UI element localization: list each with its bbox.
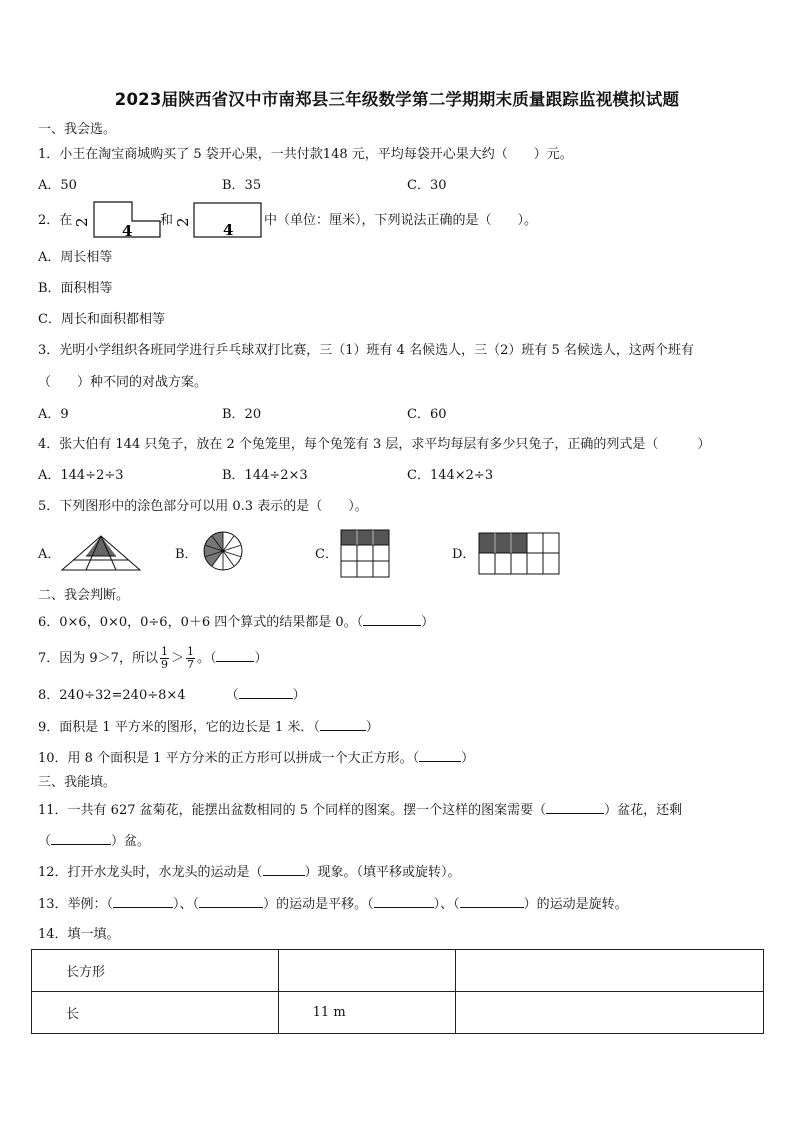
- question-12: [38, 862, 461, 882]
- q2-figure-2-side: 2: [174, 217, 192, 227]
- question-11-line-2: [38, 831, 150, 851]
- question-8: [38, 685, 306, 705]
- page-title: 2023届陕西省汉中市南郑县三年级数学第二学期期末质量跟踪监视模拟试题: [114, 90, 680, 109]
- section-heading-choice: 一、我会选。: [38, 122, 117, 137]
- q14-table: [31, 949, 764, 1034]
- q2-option-b: B．面积相等: [38, 281, 113, 296]
- q2-figure-2-bottom: 4: [223, 221, 234, 239]
- section-heading-judge: 二、我会判断。: [38, 588, 130, 603]
- section-heading-fill: 三、我能填。: [38, 775, 117, 790]
- q12-text-b: ）现象。（填平移或旋转）。: [304, 865, 461, 880]
- q1-option-a: A．50: [38, 178, 77, 193]
- q11-answer-blank-1[interactable]: [546, 800, 604, 814]
- q5-figure-a-triangle: [60, 534, 142, 572]
- question-14: 14．填一填。: [38, 927, 120, 942]
- q2-figure-1-bottom: 4: [122, 222, 133, 240]
- q11-text-d: ）盆。: [111, 834, 151, 849]
- table-cell[interactable]: [456, 992, 764, 1034]
- question-2-mid: 和: [160, 213, 174, 228]
- table-cell[interactable]: [456, 950, 764, 992]
- q9-text: 9．面积是 1 平方米的图形，它的边长是 1 米．（: [38, 720, 320, 735]
- q5-label-a: A．: [38, 547, 61, 562]
- q7-lead: 7．因为 9＞7，所以: [38, 651, 158, 666]
- question-9: [38, 717, 379, 737]
- q8-text: 8．240÷32=240÷8×4: [38, 688, 186, 703]
- q5-label-c: C．: [315, 547, 338, 562]
- table-cell: 长方形: [32, 950, 279, 992]
- q6-text: 6．0×6，0×0，0÷6，0＋6 四个算式的结果都是 0。（: [38, 615, 364, 630]
- question-3-line-2: （ ）种不同的对战方案。: [38, 375, 208, 390]
- table-cell[interactable]: [278, 950, 456, 992]
- q7-compare: ＞: [170, 651, 184, 666]
- q8-answer-blank[interactable]: [239, 685, 293, 699]
- q13-answer-blank-2[interactable]: [199, 894, 263, 908]
- table-cell: 长: [32, 992, 279, 1034]
- q12-text-a: 12．打开水龙头时，水龙头的运动是（: [38, 865, 263, 880]
- q3-option-b: B．20: [222, 407, 262, 422]
- question-11-line-1: [38, 800, 682, 820]
- q9-close: ）: [365, 720, 379, 735]
- q13-text-d: ）、（: [433, 897, 460, 912]
- question-2-lead: 2．在: [38, 213, 73, 228]
- question-7: [38, 646, 268, 672]
- q6-close: ）: [421, 615, 435, 630]
- table-row: [32, 992, 764, 1034]
- question-4: 4．张大伯有 144 只兔子，放在 2 个兔笼里，每个兔笼有 3 层，求平均每层有多少只兔子，正确的列式是（ ）: [38, 437, 711, 452]
- q3-option-c: C．60: [407, 407, 447, 422]
- q7-tail: 。（: [196, 651, 217, 666]
- q11-text-a: 11．一共有 627 盆菊花，能摆出盆数相同的 5 个同样的图案。摆一个这样的图案需要（: [38, 803, 547, 818]
- table-row: [32, 950, 764, 992]
- q8-close: ）: [292, 688, 306, 703]
- q7-answer-blank[interactable]: [216, 648, 254, 662]
- q13-text-c: ）的运动是平移。（: [263, 897, 374, 912]
- q2-option-a: A．周长相等: [38, 250, 113, 265]
- q13-answer-blank-3[interactable]: [374, 894, 434, 908]
- q2-figure-1-side: 2: [73, 217, 91, 227]
- q1-option-c: C．30: [407, 178, 447, 193]
- q5-figure-c-grid: [340, 529, 392, 579]
- q5-label-b: B．: [175, 547, 198, 562]
- question-13: [38, 894, 628, 914]
- q2-option-c: C．周长和面积都相等: [38, 312, 165, 327]
- q4-option-a: A．144÷2÷3: [38, 468, 124, 483]
- q7-fraction-1: $\frac{1}{9}$: [160, 645, 168, 671]
- question-10: [38, 748, 474, 768]
- q5-label-d: D．: [452, 547, 476, 562]
- q13-text-e: ）的运动是旋转。: [523, 897, 628, 912]
- question-2-tail: 中（单位：厘米），下列说法正确的是（ ）。: [264, 213, 538, 228]
- q12-answer-blank[interactable]: [263, 862, 305, 876]
- q8-open: （: [225, 688, 239, 703]
- q1-option-b: B．35: [222, 178, 262, 193]
- q11-answer-blank-2[interactable]: [51, 831, 111, 845]
- q7-close: ）: [254, 651, 268, 666]
- q13-text-b: ）、（: [173, 897, 200, 912]
- q5-figure-b-circle: [200, 530, 248, 572]
- question-6: [38, 612, 434, 632]
- q2-figure-2: [176, 200, 266, 240]
- table-cell: 11 m: [278, 992, 456, 1034]
- q4-option-b: B．144÷2×3: [222, 468, 308, 483]
- q9-answer-blank[interactable]: [320, 717, 366, 731]
- q7-fraction-2: $\frac{1}{7}$: [186, 645, 194, 671]
- q10-text: 10．用 8 个面积是 1 平方分米的正方形可以拼成一个大正方形。（: [38, 751, 420, 766]
- q13-answer-blank-1[interactable]: [113, 894, 173, 908]
- q10-close: ）: [461, 751, 475, 766]
- question-1: 1．小王在淘宝商城购买了 5 袋开心果，一共付款148 元，平均每袋开心果大约（ ）元。: [38, 147, 573, 162]
- q4-option-c: C．144×2÷3: [407, 468, 494, 483]
- q11-text-c: （: [38, 834, 52, 849]
- q6-answer-blank[interactable]: [363, 612, 421, 626]
- q13-text-a: 13．举例：（: [38, 897, 114, 912]
- q3-option-a: A．9: [38, 407, 69, 422]
- q13-answer-blank-4[interactable]: [460, 894, 524, 908]
- question-3-line-1: 3．光明小学组织各班同学进行乒乓球双打比赛，三（1）班有 4 名候选人，三（2）班有 5 名候选人，这两个班有: [38, 343, 694, 358]
- q11-text-b: ）盆花，还剩: [604, 803, 683, 818]
- q10-answer-blank[interactable]: [419, 748, 461, 762]
- question-5: 5．下列图形中的涂色部分可以用 0.3 表示的是（ ）。: [38, 499, 368, 514]
- q2-figure-1: [74, 200, 164, 240]
- q5-figure-d-grid: [478, 532, 562, 576]
